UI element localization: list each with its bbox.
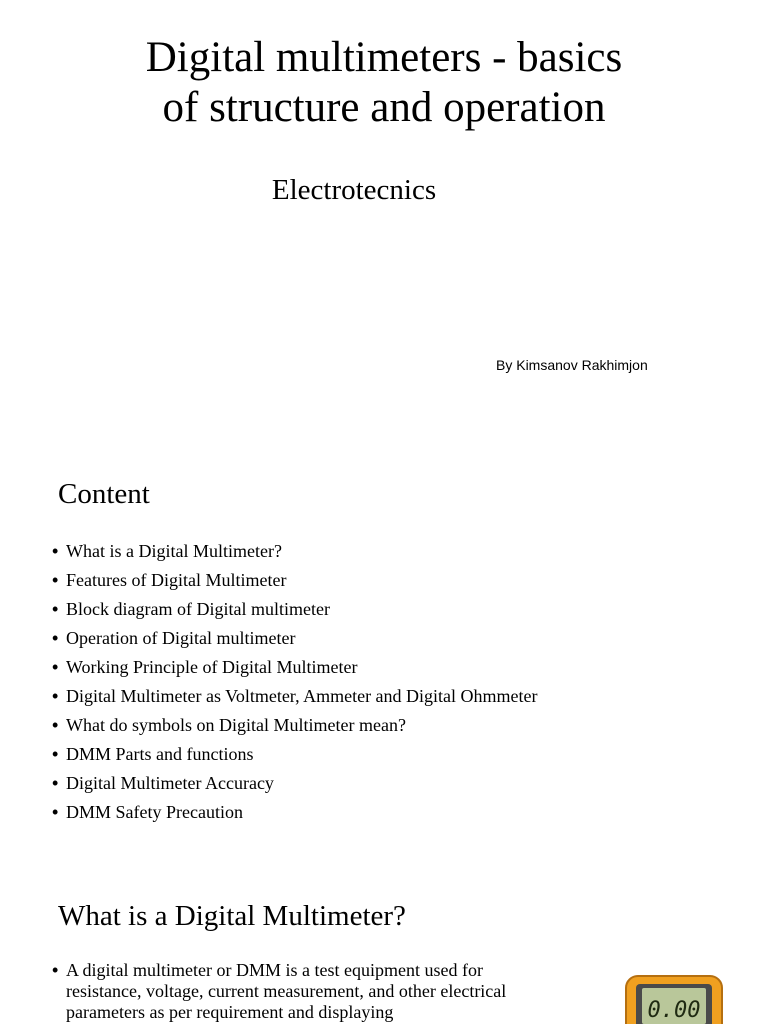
meter-display: 0.00: [647, 998, 701, 1023]
list-item: • DMM Safety Precaution: [52, 799, 538, 828]
list-item: • What is a Digital Multimeter?: [52, 538, 538, 567]
definition-slide: [0, 860, 768, 1024]
slide-title: [0, 33, 768, 133]
list-item: • Digital Multimeter Accuracy: [52, 770, 538, 799]
title-slide: [0, 0, 768, 430]
multimeter-icon: [624, 974, 724, 1024]
definition-heading: What is a Digital Multimeter?: [58, 900, 406, 932]
title-line-2: of structure and operation: [162, 84, 606, 131]
list-item: • Digital Multimeter as Voltmeter, Ammeter and Digital Ohmmeter: [52, 683, 538, 712]
list-item: • Operation of Digital multimeter: [52, 625, 538, 654]
title-line-1: Digital multimeters - basics: [145, 34, 623, 81]
list-item: • Block diagram of Digital multimeter: [52, 596, 538, 625]
definition-paragraph: • A digital multimeter or DMM is a test equipment used for resistance, voltage, current measurement, and other electrical parameters as per requirement and displaying: [52, 960, 536, 1023]
list-item: • DMM Parts and functions: [52, 741, 538, 770]
list-item: • What do symbols on Digital Multimeter mean?: [52, 712, 538, 741]
author-credit: By Kimsanov Rakhimjon: [496, 357, 648, 373]
content-slide: [0, 432, 768, 852]
content-list: [52, 538, 538, 828]
slide-subtitle: Electrotecnics: [271, 174, 437, 206]
list-item: • Features of Digital Multimeter: [52, 567, 538, 596]
content-heading: Content: [58, 478, 150, 510]
list-item: • Working Principle of Digital Multimeter: [52, 654, 538, 683]
